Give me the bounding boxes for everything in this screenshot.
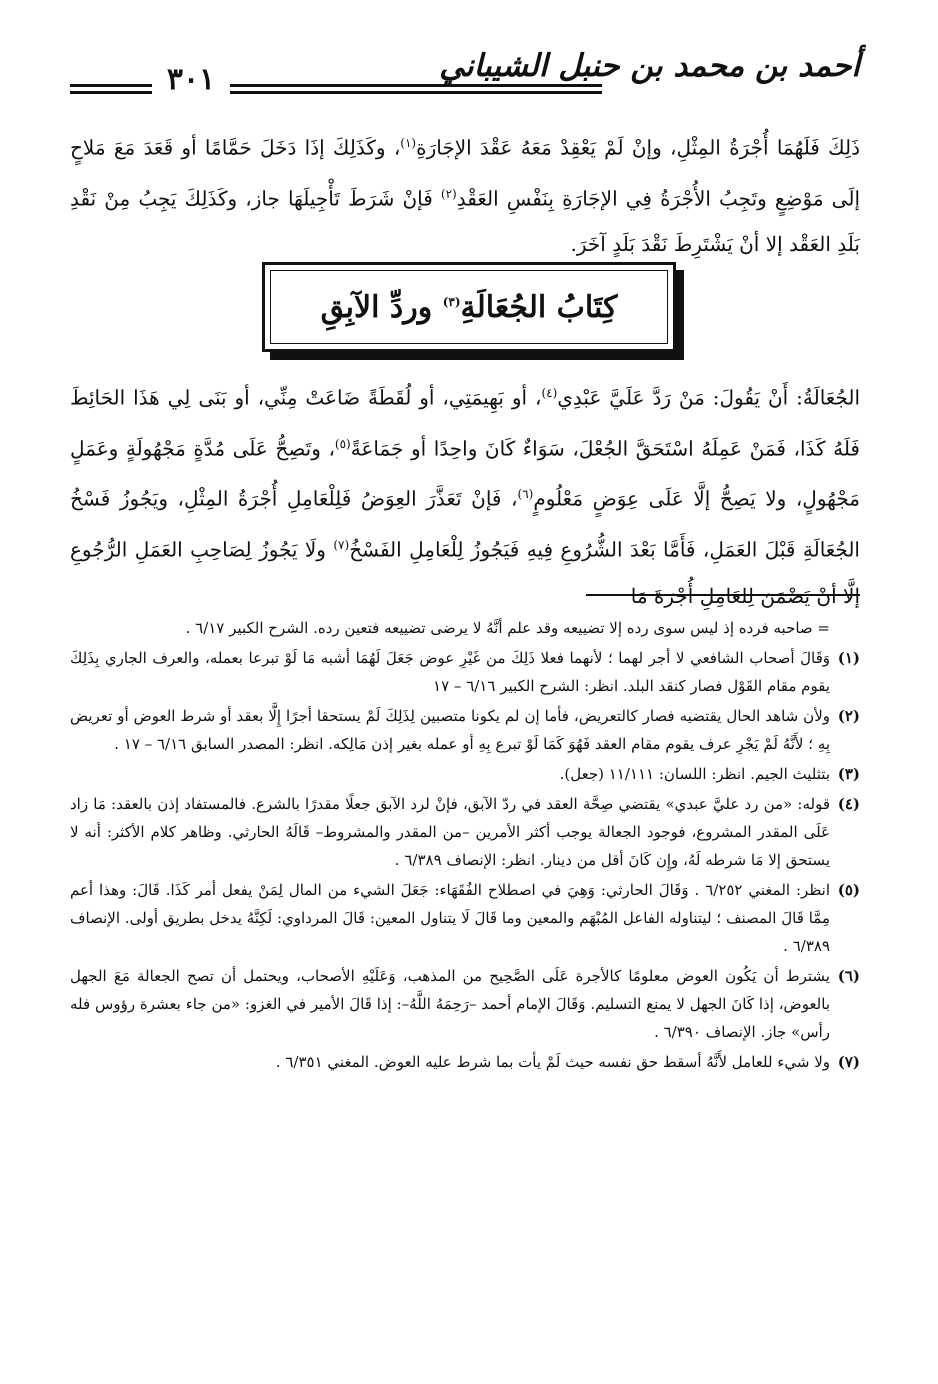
footnote-ref-1[interactable]: (١) xyxy=(400,136,417,150)
footnote-item xyxy=(70,790,860,874)
chapter-title-part-1: كِتَابُ الجُعَالَةِ xyxy=(460,289,618,325)
header-rule-right xyxy=(230,84,602,94)
intro-paragraph xyxy=(70,120,860,267)
intro-text-1: ذَلِكَ فَلَهُمَا أُجْرَةُ المِثْلِ، وإنْ لَمْ يَعْقِدْ مَعَهُ عَقْدَ الإجَارَةِ xyxy=(416,135,860,160)
footnote-text: وَقَالَ أصحاب الشافعي لا أجر لهما ؛ لأنهما فعلا ذَلِكَ من غَيْرِ عوض جَعَلَ لَهُمَا أشبه مَا لَوْ تبرعا بعمله، والعرف الجاري بِذَلِكَ يقوم مقام القَوْل فصار كنقد البلد. انظر: الشرح الكبير ٦/١٦ – ١٧ xyxy=(70,649,830,695)
main-paragraph xyxy=(70,370,860,619)
footnotes xyxy=(70,614,860,1078)
footnote-item xyxy=(70,1048,860,1076)
footnote-number: (٣) xyxy=(837,765,860,783)
footnote-ref-3[interactable]: (٣) xyxy=(442,294,461,309)
footnote-ref-5[interactable]: (٥) xyxy=(334,436,351,451)
footnote-text: بتثليث الجيم. انظر: اللسان: ١١/١١١ (جعل). xyxy=(559,765,830,783)
footnote-text: ولا شيء للعامل لأَنَّهُ أسقط حق نفسه حيث لَمْ يأت بما شرط عليه العوض. المغني ٦/٣٥١ . xyxy=(275,1053,830,1071)
main-text-5: ولَا يَجُوزُ لِصَاحِبِ العَمَلِ الرُّجُوعِ إلَّا أنْ يَضْمَنَ لِلعَامِلِ أُجْرَةَ مَا xyxy=(70,537,860,608)
footnote-number xyxy=(830,614,860,642)
footnote-number: (٥) xyxy=(837,881,860,899)
intro-text-3: فَإنْ شَرَطَ تَأْجِيلَهَا جاز، وكَذَلِكَ يَجِبُ مِنْ نَقْدِ بَلَدِ العَقْد إلا أنْ يَشْتَرِطَ نَقْدَ بَلَدٍ آخَرَ. xyxy=(70,186,860,257)
page-number: ٣٠١ xyxy=(166,62,216,97)
footnote-item xyxy=(70,760,860,788)
footnote-text: انظر: المغني ٦/٢٥٢ . وَقَالَ الحارثي: وَهِيَ في اصطلاح الفُقَهَاء: جَعَلَ الشيء من المال لِمَنْ يفعل أمر كَذَا. قَالَ: وهذا أعم مِمَّا قَالَ المصنف ؛ ليتناوله الفاعل المُبْهَم والمعين وما قَالَ لَا يتناول المعين: قَالَ المرداوي: لَكِنَّهُ يدخل بطريق أولى. الإنصاف ٦/٣٨٩ . xyxy=(70,881,830,955)
footnote-separator xyxy=(586,594,860,596)
main-text-3: ، وتَصِحُّ عَلَى مُدَّةٍ مَجْهُولَةٍ وعَمَلٍ مَجْهُولٍ، ولا يَصِحُّ إلَّا عَلَى عِوَضٍ مَعْلُومٍ xyxy=(70,436,860,511)
footnote-ref-7[interactable]: (٧) xyxy=(333,537,350,552)
main-text-1: الجُعَالَةُ: أَنْ يَقُولَ: مَنْ رَدَّ عَلَيَّ عَبْدِي xyxy=(557,385,860,410)
footnote-number: (٧) xyxy=(837,1053,860,1071)
footnote-item xyxy=(70,962,860,1046)
footnote-item xyxy=(70,876,860,960)
footnote-number: (٢) xyxy=(837,707,860,725)
header-rule-left xyxy=(70,84,152,94)
footnote-item xyxy=(70,614,860,642)
footnote-text: قوله: «من رد عليَّ عبدي» يقتضي صِحَّة العقد في ردّ الآبق، فإنْ لرد الآبق جعلًا مقدرًا بالشرع. فالمستفاد إذن بالعقد: مَا زاد عَلَى المقدر المشروع، فوجود الجعالة يوجب أكثر الأمرين –من المقدر والمشروط– قَالَهُ الحارثي. وظاهر كلام الأكثر: أنه لا يستحق إلا مَا شرطه لَهُ، وإِن كَانَ أقل من دينار. انظر: الإنصاف ٦/٣٨٩ . xyxy=(70,795,830,869)
footnote-number: (٤) xyxy=(837,795,860,813)
footnote-number: (٦) xyxy=(837,967,860,985)
footnote-ref-6[interactable]: (٦) xyxy=(517,487,534,502)
chapter-title-box xyxy=(262,262,676,352)
chapter-title-part-2: وردِّ الآبِقِ xyxy=(320,289,443,325)
main-text-4: ، فَإنْ تَعَذَّرَ العِوَضُ فَلِلْعَامِلِ أُجْرَةُ المِثْلِ، ويَجُوزُ فَسْخُ الجُعَالَةِ قَبْلَ العَمَلِ، فَأَمَّا بَعْدَ الشُّرُوعِ فِيهِ فَيَجُوزُ لِلْعَامِلِ الفَسْخُ xyxy=(70,486,860,562)
running-title: أحمد بن محمد بن حنبل الشيباني xyxy=(439,48,860,84)
footnote-item xyxy=(70,702,860,758)
chapter-title xyxy=(321,290,618,325)
main-text-2: ، أو بَهِيمَتِي، أو لُقَطَةً ضَاعَتْ مِنِّي، أو بَنَى لِي هَذَا الحَائِطَ فَلَهُ كَذَا، فَمَنْ عَمِلَهُ اسْتَحَقَّ الجُعْلَ، سَوَاءٌ كَانَ واحِدًا أو جَمَاعَةً xyxy=(70,385,860,461)
footnote-text: ولأن شاهد الحال يقتضيه فصار كالتعريض، فأما إن لم يكونا متصبين لِذَلِكَ لَمْ يستحقا أجرًا إِلَّا بعقد أو شرط العوض أو تعريض بِهِ ؛ لأَنَّهُ لَمْ يَجْرِ عرف يقوم مقام العقد فَهُوَ كَمَا لَوْ تبرع بِهِ أو عمله بغير إذن مَالِكه. انظر: المصدر السابق ٦/١٦ – ١٧ . xyxy=(70,707,830,753)
footnote-text: = صاحبه فرده إذ ليس سوى رده إلا تضييعه وقد علم أنَّهُ لا يرضى تضييعه فتعين رده. الشرح الكبير ٦/١٧ . xyxy=(185,619,830,637)
footnote-number: (١) xyxy=(837,649,860,667)
footnote-item xyxy=(70,644,860,700)
footnote-ref-4[interactable]: (٤) xyxy=(541,386,558,400)
page-header xyxy=(70,40,860,110)
footnote-ref-2[interactable]: (٢) xyxy=(440,186,457,201)
intro-text-2: ، وكَذَلِكَ إذَا دَخَلَ حَمَّامًا أو قَعَدَ مَعَ مَلاحٍ إلَى مَوْضِعٍ وتَجِبُ الأُجْرَةُ فِي الإجَارَةِ بِنَفْسِ العَقْدِ xyxy=(70,135,860,211)
footnote-text: يشترط أن يَكُون العوض معلومًا كالأجرة عَلَى الصَّحِيح من المذهب، وَعَلَيْهِ الأصحاب، ويحتمل أن تصح الجعالة مَعَ الجهل بالعوض، إذا كَانَ الجهل لا يمنع التسليم. وَقَالَ الإمام أحمد –رَحِمَهُ اللَّهُ–: إذا قَالَ الأمير في الغزو: «من جاء بعشرة رؤوس فله رأس» جاز. الإنصاف ٦/٣٩٠ . xyxy=(70,967,830,1041)
